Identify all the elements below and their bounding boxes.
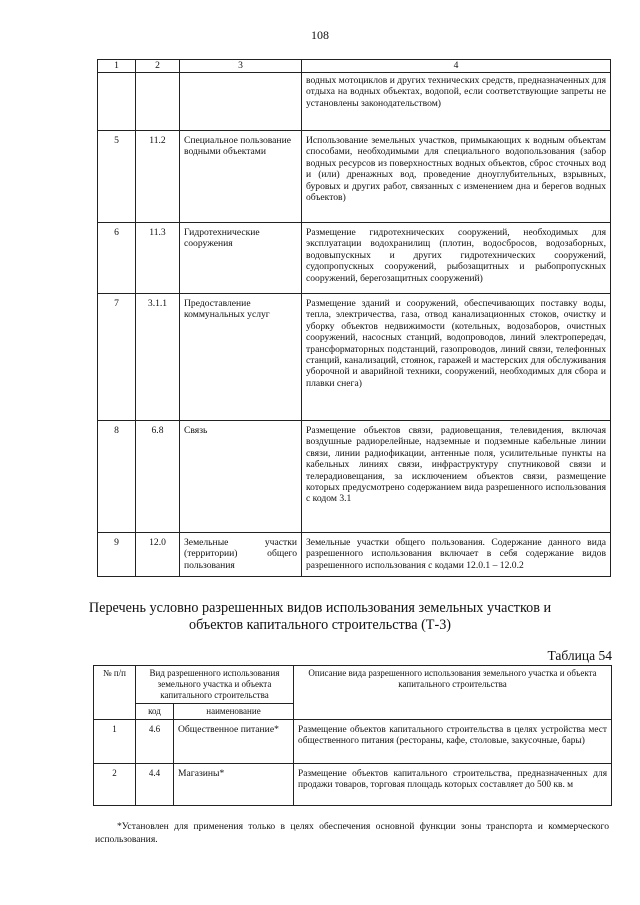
use-description: Размещение объектов капитального строительства в целях устройства мест общественного питания (рестораны, кафе, столовые, закусочные, бары): [294, 720, 612, 764]
use-name: Специальное пользование водными объектами: [180, 131, 302, 223]
use-code: 4.4: [136, 764, 174, 806]
table-row: [94, 720, 612, 764]
table-header-row: [94, 666, 612, 704]
section-title: Перечень условно разрешенных видов использования земельных участков и объектов капитального строительства (Т-3): [88, 600, 552, 633]
table-row: [98, 223, 611, 294]
use-description: Использование земельных участков, примыкающих к водным объектам способами, необходимыми для специального водопользования (забор водных ресурсов из поверхностных водных объектов, сброс сточных вод и (или) дренажных вод, проведение дноуглубительных, взрывных, буровых и других работ, связанных с изменением дна и берегов водных объектов): [302, 131, 611, 223]
table-row: [94, 764, 612, 806]
row-number: 5: [98, 131, 136, 223]
column-header: 3: [180, 60, 302, 73]
row-number: 8: [98, 421, 136, 533]
subheader-name: наименование: [174, 704, 294, 720]
table-caption: Таблица 54: [547, 648, 612, 663]
row-number: 1: [94, 720, 136, 764]
table-row: [98, 294, 611, 421]
column-header: 1: [98, 60, 136, 73]
page-number: 108: [311, 28, 329, 42]
use-name: Земельные участки (территории) общего пользования: [180, 533, 302, 577]
column-header: 4: [302, 60, 611, 73]
use-name: Гидротехнические сооружения: [180, 223, 302, 294]
use-name: Связь: [180, 421, 302, 533]
table-header-row: [98, 60, 611, 73]
use-name: Магазины*: [174, 764, 294, 806]
conditional-use-table: [93, 665, 612, 806]
use-description: Размещение зданий и сооружений, обеспечивающих поставку воды, тепла, электричества, газа, отвод канализационных стоков, очистку и уборку объектов недвижимости (котельных, водозаборов, очистных сооружений, насосных станций, водопроводов, линий электропередач, трансформаторных подстанций, газопроводов, линий связи, телефонных станций, канализаций, стоянок, гаражей и мастерских для обслуживания уборочной и аварийной техники, сооружений, необходимых для сбора и плавки снега): [302, 294, 611, 421]
continued-description: водных мотоциклов и других технических средств, предназначенных для отдыха на водных объектах, водопой, если соответствующие запреты не установлены законодательством): [302, 73, 611, 131]
table-row: [98, 131, 611, 223]
land-use-table-continued: [97, 59, 611, 577]
subheader-code: код: [136, 704, 174, 720]
column-header-use-type: Вид разрешенного использования земельного участка и объекта капитального строительства: [136, 666, 294, 704]
use-code: 3.1.1: [136, 294, 180, 421]
use-description: Размещение объектов связи, радиовещания, телевидения, включая воздушные радиорелейные, надземные и подземные кабельные линии связи, линии радиофикации, антенные поля, усилительные пункты на кабельных линиях связи, инфраструктуру спутниковой связи и телерадиовещания, за исключением объектов связи, размещение которых предусмотрено содержанием вида разрешенного использования с кодом 3.1: [302, 421, 611, 533]
column-header: 2: [136, 60, 180, 73]
use-code: 6.8: [136, 421, 180, 533]
use-code: 12.0: [136, 533, 180, 577]
column-header-description: Описание вида разрешенного использования земельного участка и объекта капитального строительства: [294, 666, 612, 720]
footnote: *Установлен для применения только в целях обеспечения основной функции зоны транспорта и коммерческого использования.: [95, 821, 609, 845]
row-number: 6: [98, 223, 136, 294]
use-code: 4.6: [136, 720, 174, 764]
table-row: [98, 73, 611, 131]
column-header-number: № п/п: [94, 666, 136, 720]
use-name: Общественное питание*: [174, 720, 294, 764]
use-description: Размещение гидротехнических сооружений, необходимых для эксплуатации водохранилищ (плотин, водосбросов, водозаборных, водовыпускных и других гидротехнических сооружений, судопропускных сооружений, рыбозащитных и рыбопропускных сооружений, берегозащитных сооружений): [302, 223, 611, 294]
table-row: [98, 421, 611, 533]
row-number: 9: [98, 533, 136, 577]
row-number: 2: [94, 764, 136, 806]
table-row: [98, 533, 611, 577]
use-name: Предоставление коммунальных услуг: [180, 294, 302, 421]
row-number: 7: [98, 294, 136, 421]
use-description: Земельные участки общего пользования. Содержание данного вида разрешенного использования включает в себя содержание видов разрешенного использования с кодами 12.0.1 – 12.0.2: [302, 533, 611, 577]
use-code: 11.2: [136, 131, 180, 223]
use-code: 11.3: [136, 223, 180, 294]
use-description: Размещение объектов капитального строительства, предназначенных для продажи товаров, торговая площадь которых составляет до 500 кв. м: [294, 764, 612, 806]
